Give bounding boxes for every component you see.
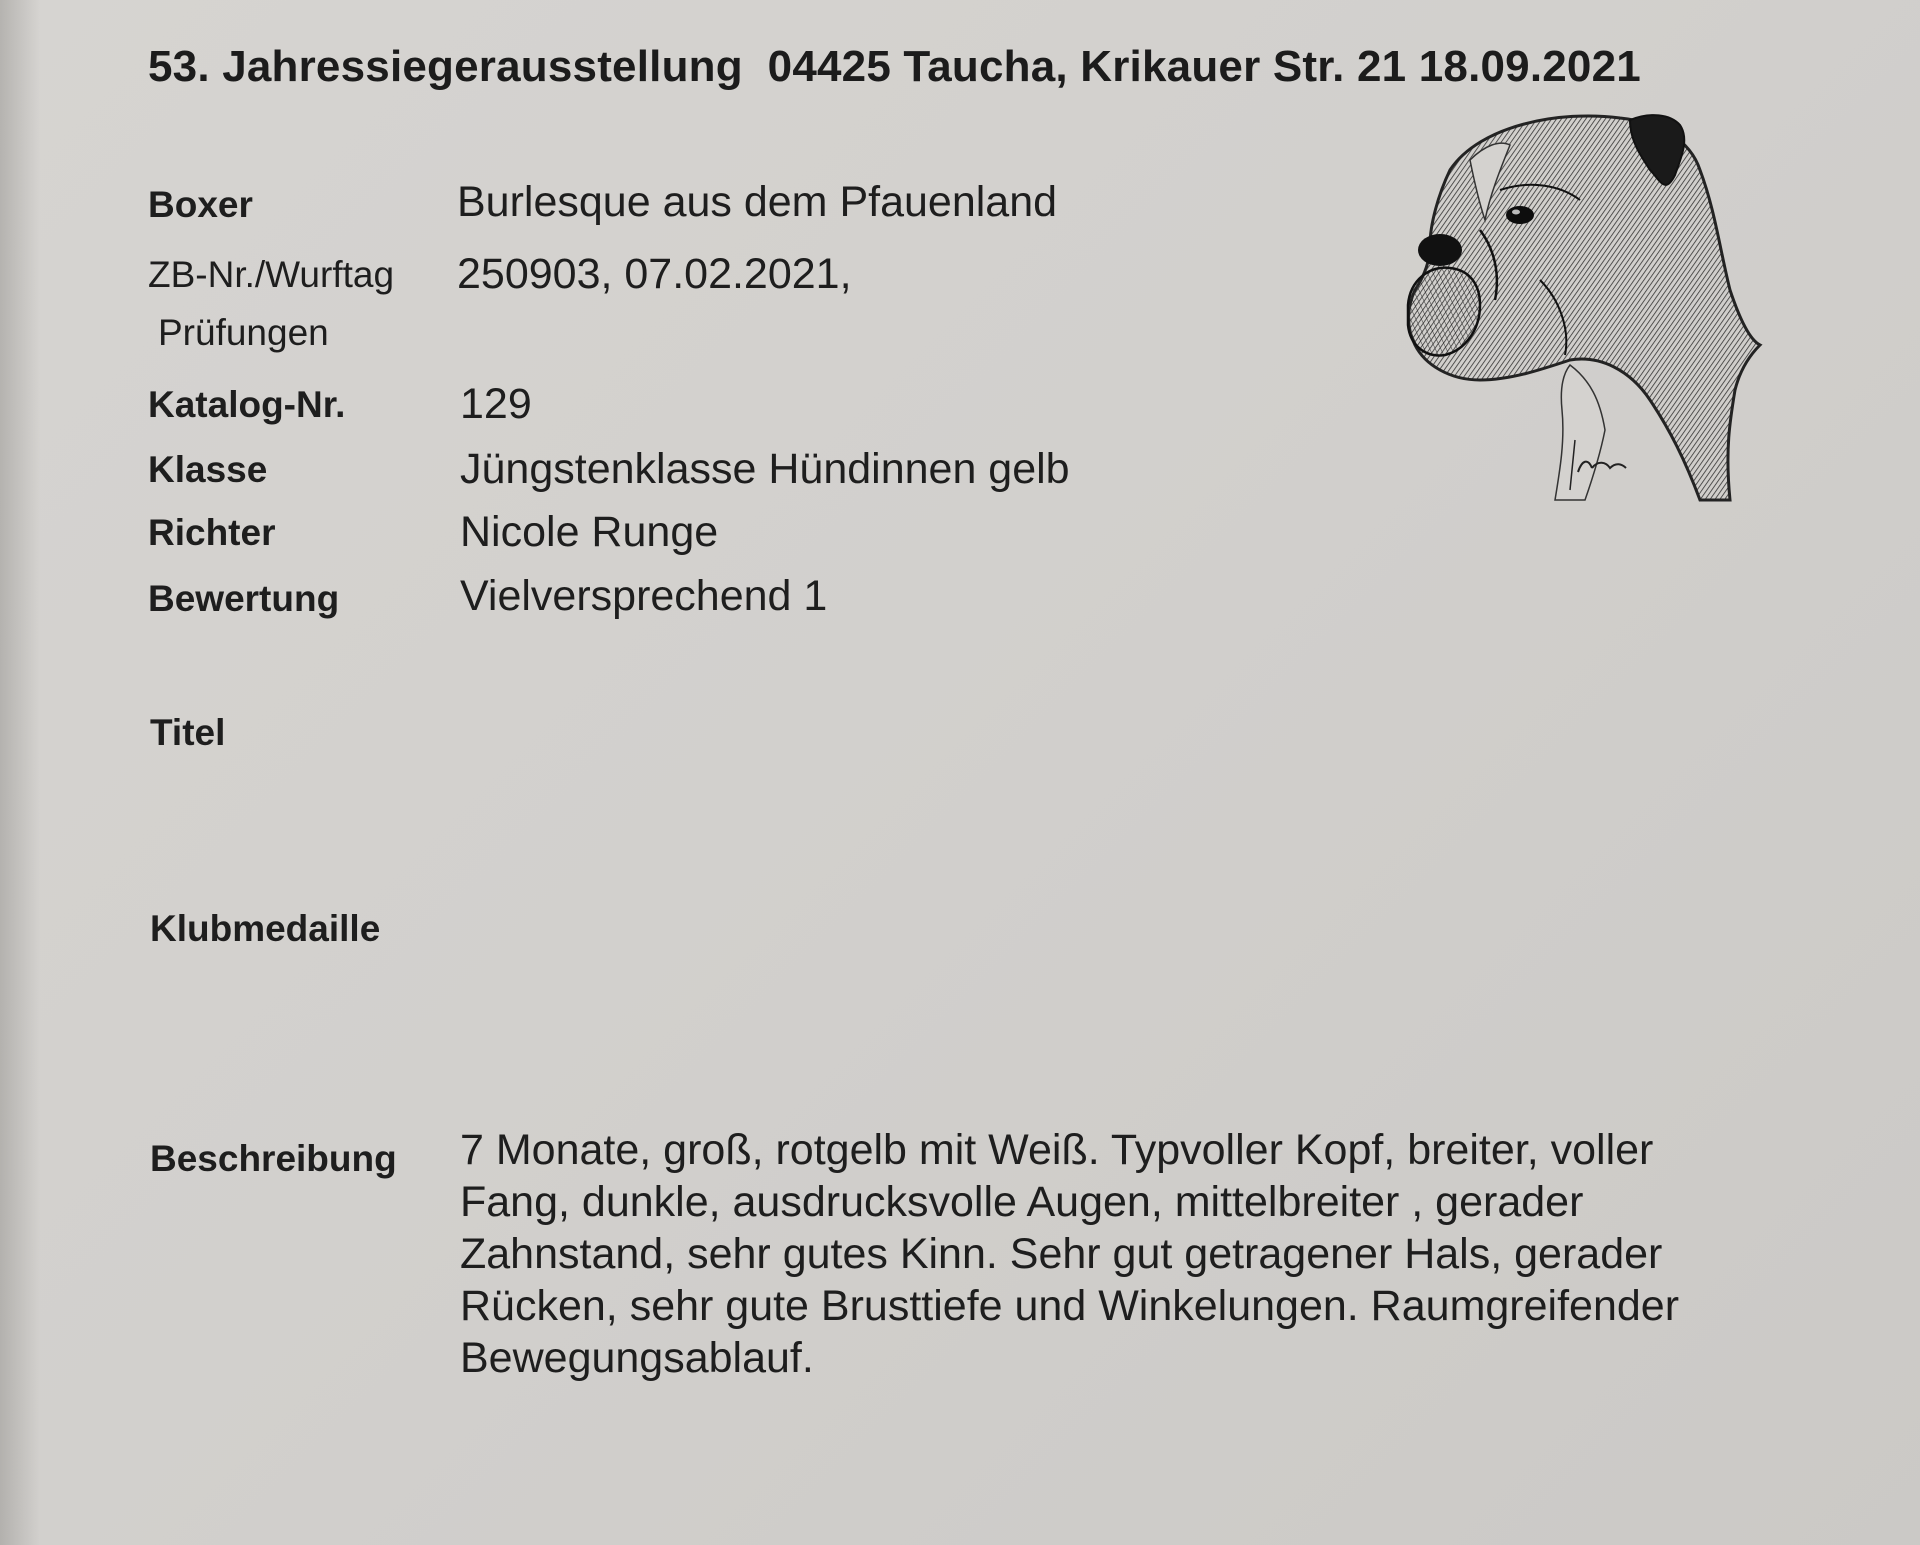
show-heading: 53. Jahressiegerausstellung 04425 Taucha, Krikauer Str. 21 18.09.2021 — [148, 42, 1641, 91]
label-klubmedaille: Klubmedaille — [150, 908, 381, 949]
label-bewertung: Bewertung — [148, 578, 340, 619]
description-line: Zahnstand, sehr gutes Kinn. Sehr gut getragener Hals, gerader — [460, 1230, 1663, 1278]
description-text — [460, 1124, 1800, 1384]
label-zb-wurftag: ZB-Nr./Wurftag — [148, 254, 395, 295]
boxer-head-illustration — [1330, 100, 1790, 520]
value-katalog-nr: 129 — [460, 380, 532, 428]
label-klasse: Klasse — [148, 449, 268, 490]
label-boxer: Boxer — [148, 184, 253, 225]
description-line: Rücken, sehr gute Brusttiefe und Winkelungen. Raumgreifender — [460, 1282, 1680, 1330]
value-zb-wurftag: 250903, 07.02.2021, — [457, 250, 852, 298]
page-edge-shadow — [0, 0, 40, 1545]
label-richter: Richter — [148, 512, 276, 553]
label-titel: Titel — [150, 712, 226, 753]
description-line: Fang, dunkle, ausdrucksvolle Augen, mittelbreiter , gerader — [460, 1178, 1584, 1226]
description-line: 7 Monate, groß, rotgelb mit Weiß. Typvoller Kopf, breiter, voller — [460, 1126, 1654, 1174]
label-pruefungen: Prüfungen — [158, 312, 329, 353]
value-boxer: Burlesque aus dem Pfauenland — [457, 178, 1058, 226]
description-line: Bewegungsablauf. — [460, 1334, 814, 1382]
value-bewertung: Vielversprechend 1 — [460, 572, 828, 620]
value-richter: Nicole Runge — [460, 508, 719, 556]
label-beschreibung: Beschreibung — [150, 1138, 397, 1179]
label-katalog-nr: Katalog-Nr. — [148, 384, 346, 425]
value-klasse: Jüngstenklasse Hündinnen gelb — [460, 445, 1070, 493]
